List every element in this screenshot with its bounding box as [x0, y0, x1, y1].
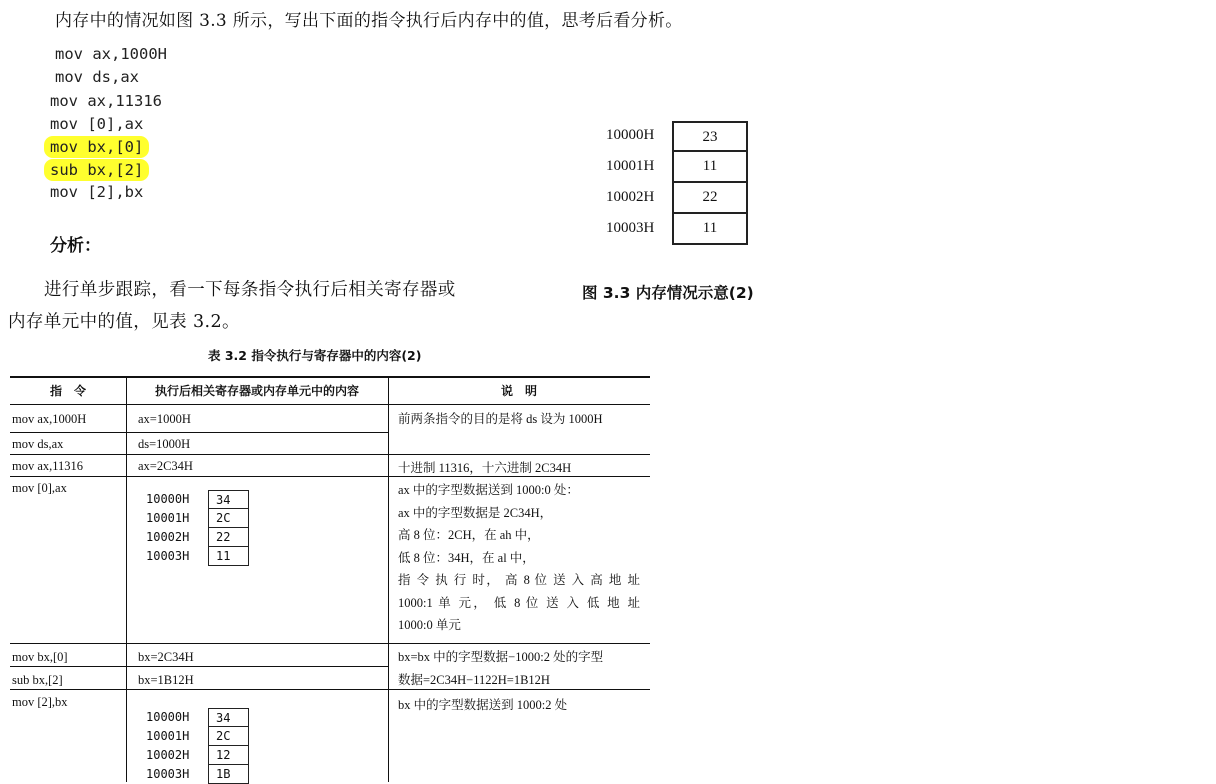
- memory-address: 10003H: [606, 220, 655, 236]
- memory-cell: 11: [208, 547, 249, 566]
- note-text: 十进制 11316，十六进制 2C34H: [398, 461, 572, 475]
- note-line: 低 8 位：34H，在 al 中，: [398, 550, 535, 565]
- memory-cell: 11: [672, 214, 748, 245]
- code-line-highlighted: [50, 161, 149, 179]
- note-line: 1000:1 单 元， 低 8 位 送 入 低 地 址: [398, 595, 640, 610]
- memory-cell: 22: [672, 183, 748, 214]
- highlight-mark: mov bx,[0]: [44, 136, 149, 158]
- memory-address: 10001H: [606, 158, 655, 174]
- memory-cell: 12: [208, 746, 249, 765]
- row-divider: [10, 643, 650, 644]
- row-divider: [10, 666, 388, 667]
- note-line: bx=bx 中的字型数据−1000:2 处的字型: [398, 650, 604, 664]
- memory-address: 10000H: [606, 127, 655, 143]
- memory-address: 10002H: [146, 748, 190, 762]
- table-row-content: ax=1000H: [138, 412, 191, 426]
- code-line: mov [2],bx: [50, 183, 144, 201]
- table-caption: 表 3.2 指令执行与寄存器中的内容(2): [208, 348, 422, 363]
- note-text: 前两条指令的目的是将 ds 设为 1000H: [398, 412, 603, 426]
- table-row-instruction: mov ax,1000H: [12, 412, 87, 426]
- note-block: [398, 479, 640, 637]
- memory-cell: 22: [208, 528, 249, 547]
- memory-address: 10003H: [146, 549, 190, 563]
- table-row-instruction: mov ds,ax: [12, 437, 64, 451]
- note-text: bx 中的字型数据送到 1000:2 处: [398, 698, 568, 712]
- memory-address: 10001H: [146, 729, 190, 743]
- table-row-instruction: mov ax,11316: [12, 459, 84, 473]
- memory-address: 10002H: [146, 530, 190, 544]
- memory-cell: 34: [208, 490, 249, 509]
- memory-cell: 23: [672, 121, 748, 152]
- note-line: ax 中的字型数据是 2C34H，: [398, 505, 553, 520]
- note-line: 指 令 执 行 时， 高 8 位 送 入 高 地 址: [398, 573, 640, 587]
- memory-address: 10002H: [606, 189, 655, 205]
- intro-text: 内存中的情况如图 3.3 所示，写出下面的指令执行后内存中的值，思考后看分析。: [55, 11, 683, 31]
- table-row-instruction: mov [2],bx: [12, 695, 68, 709]
- column-divider: [388, 378, 389, 782]
- code-line: mov ax,1000H: [55, 45, 167, 63]
- memory-address: 10003H: [146, 767, 190, 781]
- table-row-content: bx=2C34H: [138, 650, 194, 664]
- memory-cell: 11: [672, 152, 748, 183]
- note-line: 数据=2C34H−1122H=1B12H: [398, 672, 550, 687]
- code-line-highlighted: [50, 138, 149, 156]
- note-line: 高 8 位：2CH，在 ah 中，: [398, 528, 540, 542]
- figure-caption: 图 3.3 内存情况示意(2): [582, 284, 754, 302]
- code-line: mov [0],ax: [50, 115, 144, 133]
- highlight-mark: sub bx,[2]: [44, 159, 149, 181]
- row-divider: [10, 454, 650, 455]
- table-row-content: ds=1000H: [138, 437, 191, 451]
- code-line: mov ax,11316: [50, 92, 162, 110]
- row-divider: [10, 432, 388, 433]
- paragraph-line: 进行单步跟踪，看一下每条指令执行后相关寄存器或: [44, 280, 456, 300]
- instruction-table: [10, 376, 650, 782]
- row-divider: [10, 404, 650, 405]
- analysis-heading: 分析：: [50, 236, 101, 256]
- memory-address: 10000H: [146, 710, 190, 724]
- memory-cell: 34: [208, 708, 249, 727]
- memory-cell: 2C: [208, 509, 249, 528]
- table-row-instruction: sub bx,[2]: [12, 673, 63, 687]
- header-note: 说 明: [500, 384, 537, 398]
- note-block: [398, 646, 640, 691]
- table-row-content: bx=1B12H: [138, 673, 194, 687]
- memory-address: 10001H: [146, 511, 190, 525]
- column-divider: [126, 378, 127, 782]
- note-line: ax 中的字型数据送到 1000:0 处：: [398, 483, 579, 497]
- memory-cell: 1B: [208, 765, 249, 784]
- paragraph-line: 内存单元中的值，见表 3.2。: [8, 312, 240, 332]
- table-row-instruction: mov [0],ax: [12, 481, 67, 495]
- memory-cell: 2C: [208, 727, 249, 746]
- header-content: 执行后相关寄存器或内存单元中的内容: [154, 384, 359, 398]
- table-row-content: ax=2C34H: [138, 459, 193, 473]
- table-row-instruction: mov bx,[0]: [12, 650, 68, 664]
- code-line: mov ds,ax: [55, 68, 139, 86]
- header-instruction: 指 令: [49, 384, 86, 398]
- memory-address: 10000H: [146, 492, 190, 506]
- note-line: 1000:0 单元: [398, 618, 461, 632]
